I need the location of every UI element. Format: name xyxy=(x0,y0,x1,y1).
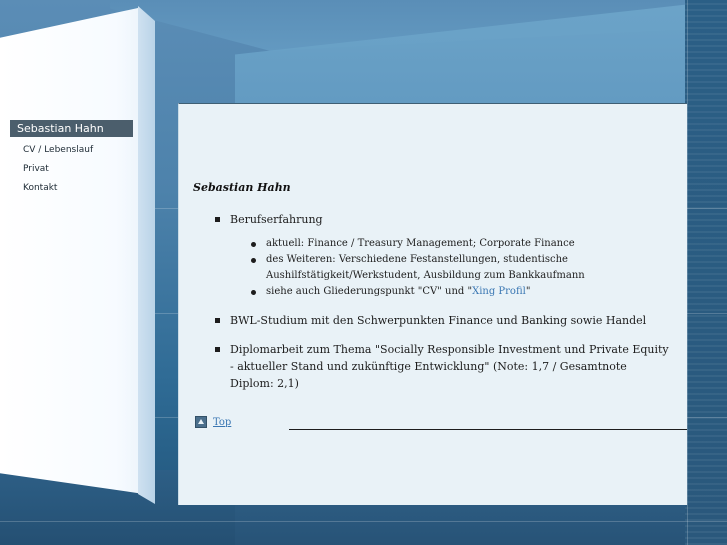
sub-list-item-suffix: " xyxy=(525,286,531,297)
list-item-diplomarbeit xyxy=(215,341,673,392)
top-link-row xyxy=(195,415,231,429)
left-sidebar-panel xyxy=(0,8,155,503)
top-link[interactable]: Top xyxy=(213,416,232,428)
left-sidebar-edge xyxy=(138,6,155,504)
background-right-strip xyxy=(685,0,727,545)
list-item-label: Diplomarbeit zum Thema "Socially Responsible Investment und Private Equity - aktueller Stand und zukünftige Entwicklung" (Note: 1,7 / Gesamtnote Diplom: 2,1) xyxy=(230,343,669,390)
sub-list-item xyxy=(251,284,626,300)
sidebar-item-kontakt[interactable]: Kontakt xyxy=(23,183,58,193)
background-grid-line xyxy=(0,521,727,522)
main-list xyxy=(193,211,673,392)
list-item-label: Berufserfahrung xyxy=(230,213,323,226)
sidebar-navigation xyxy=(10,120,135,194)
sub-list-item: des Weiteren: Verschiedene Festanstellungen, studentische Aushilfstätigkeit/Werkstudent, Ausbildung zum Bankkaufmann xyxy=(251,252,626,284)
sidebar-item-privat[interactable]: Privat xyxy=(23,164,49,174)
list-item-label: BWL-Studium mit den Schwerpunkten Finance und Banking sowie Handel xyxy=(230,314,647,327)
arrow-up-icon[interactable] xyxy=(195,416,207,428)
main-content-inner xyxy=(193,181,673,404)
top-divider xyxy=(289,429,687,430)
background-grid-line xyxy=(687,0,688,545)
page-title: Sebastian Hahn xyxy=(193,181,291,194)
sidebar-item-sebastian-hahn[interactable]: Sebastian Hahn xyxy=(10,120,133,137)
sub-list-item: aktuell: Finance / Treasury Management; Corporate Finance xyxy=(251,236,626,252)
main-content-panel xyxy=(178,103,687,505)
list-item-berufserfahrung xyxy=(215,211,673,300)
sub-list-item-prefix: siehe auch Gliederungspunkt "CV" und " xyxy=(266,286,473,297)
list-item-bwl-studium xyxy=(215,312,673,329)
sidebar-item-cv-lebenslauf[interactable]: CV / Lebenslauf xyxy=(23,145,94,155)
xing-profil-link[interactable]: Xing Profil xyxy=(472,286,526,297)
sub-list xyxy=(230,236,673,300)
